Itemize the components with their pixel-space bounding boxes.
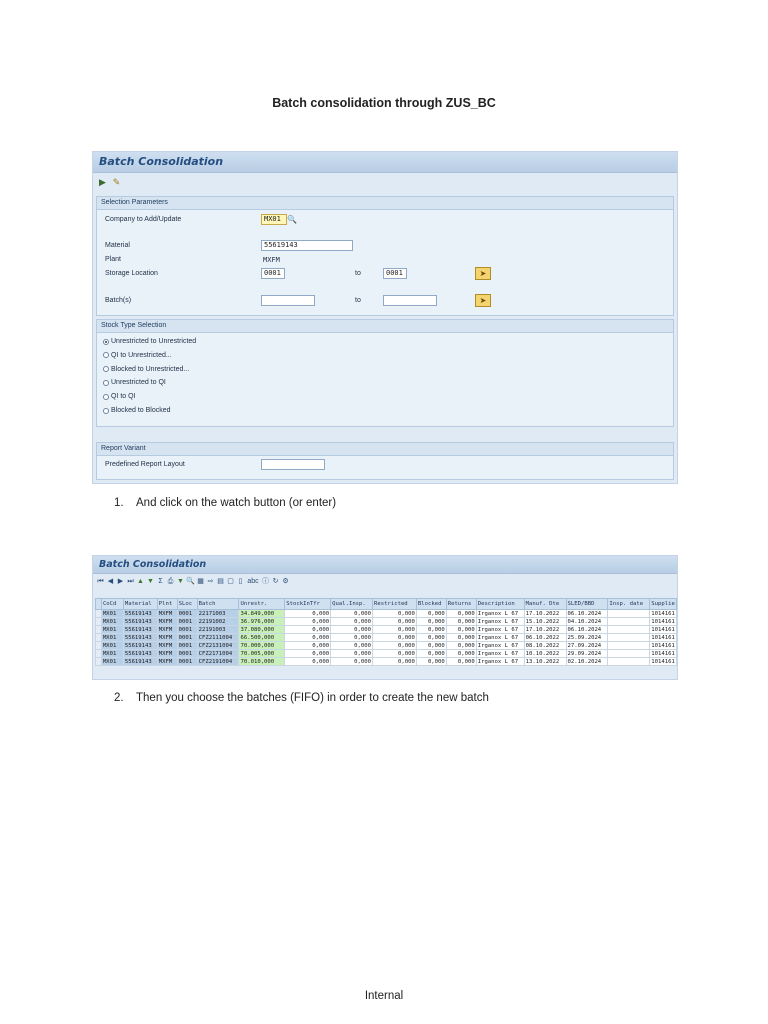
radio-label: Unrestricted to Unrestricted [111, 338, 197, 345]
table-cell [608, 618, 650, 626]
document-title: Batch consolidation through ZUS_BC [272, 96, 496, 110]
table-cell: 0,000 [373, 642, 417, 650]
material-label: Material [105, 242, 130, 249]
radio-button[interactable] [103, 380, 109, 386]
batch-table [95, 598, 677, 666]
table-cell: 55619143 [123, 634, 157, 642]
table-cell [608, 634, 650, 642]
table-cell: 06.10.2022 [524, 634, 566, 642]
step-number: 1. [114, 497, 124, 509]
table-cell: 70.010,000 [239, 658, 285, 666]
application-toolbar [93, 173, 677, 191]
layout-input[interactable] [261, 459, 325, 470]
table-cell: 37.080,000 [239, 626, 285, 634]
table-cell: 70.005,000 [239, 650, 285, 658]
export-icon[interactable]: ⇨ [207, 577, 214, 585]
column-header[interactable]: Supplie [650, 599, 677, 610]
table-cell: 0001 [177, 650, 197, 658]
table-cell: CFZ2131004 [197, 642, 239, 650]
table-cell: 0,000 [446, 634, 476, 642]
table-cell: 34.849,000 [239, 610, 285, 618]
plant-value: MXFM [263, 256, 280, 264]
table-cell: 0,000 [373, 618, 417, 626]
execute-icon[interactable]: ▶ [99, 176, 106, 187]
batch-to-input[interactable] [383, 295, 437, 306]
table-cell: 36.976,000 [239, 618, 285, 626]
table-cell: 0,000 [285, 618, 331, 626]
table-cell: 66.500,000 [239, 634, 285, 642]
step-text: Then you choose the batches (FIFO) in order to create the new batch [136, 692, 489, 704]
table-cell: 15.10.2022 [524, 618, 566, 626]
table-cell: 17.10.2022 [524, 610, 566, 618]
step-1 [114, 497, 336, 509]
first-page-icon[interactable]: ⏮ [97, 577, 104, 585]
table-cell: 70.000,000 [239, 642, 285, 650]
table-cell: MX01 [101, 626, 123, 634]
table-cell: MXFM [157, 618, 177, 626]
batch-from-input[interactable] [261, 295, 315, 306]
table-cell: 0,000 [446, 610, 476, 618]
table-cell: 0,000 [285, 650, 331, 658]
table-cell: MXFM [157, 658, 177, 666]
table-row[interactable] [96, 626, 677, 634]
radio-label: Unrestricted to QI [111, 379, 166, 387]
column-header[interactable]: Material [123, 599, 157, 610]
table-cell: 02.10.2024 [566, 658, 608, 666]
table-row[interactable] [96, 650, 677, 658]
radio-button[interactable] [103, 408, 109, 414]
radio-button[interactable] [103, 394, 109, 400]
stock-type-option[interactable] [103, 393, 136, 400]
batch-to-label: to [355, 297, 361, 304]
table-cell: 10.10.2022 [524, 650, 566, 658]
sort-descending-icon[interactable]: ▼ [177, 577, 184, 585]
last-page-icon[interactable]: ⏭ [127, 577, 134, 585]
table-cell: 0,000 [373, 626, 417, 634]
table-cell: MX01 [101, 634, 123, 642]
filter-icon[interactable]: ▼ [147, 577, 154, 585]
company-label: Company to Add/Update [105, 216, 182, 223]
sum-icon[interactable]: Σ [158, 577, 163, 585]
table-cell: 0001 [177, 658, 197, 666]
table-row[interactable] [96, 634, 677, 642]
table-cell: MX01 [101, 658, 123, 666]
table-cell: 0001 [177, 634, 197, 642]
step-text: And click on the watch button (or enter) [136, 497, 337, 509]
table-cell: Irganox L 67 [476, 634, 524, 642]
table-cell: 0,000 [331, 658, 373, 666]
table-cell: MXFM [157, 634, 177, 642]
step-number: 2. [114, 692, 124, 704]
storage-to-label: to [355, 270, 361, 277]
search-help-icon[interactable]: 🔍 [287, 215, 297, 224]
variant-icon[interactable]: ✎ [112, 176, 121, 187]
storage-from-input[interactable]: 0001 [261, 268, 285, 279]
column-header[interactable]: Qual.Insp. [331, 599, 373, 610]
table-cell: 0,000 [416, 610, 446, 618]
graphic-icon[interactable]: ▯ [238, 577, 243, 585]
table-cell: MXFM [157, 642, 177, 650]
table-cell: 0,000 [331, 634, 373, 642]
table-cell: 55619143 [123, 642, 157, 650]
word-icon[interactable]: ▢ [227, 577, 234, 585]
table-cell: 1014161 [651, 618, 675, 625]
storage-to-input[interactable]: 0001 [383, 268, 407, 279]
table-cell: 0,000 [416, 642, 446, 650]
table-cell: Irganox L 67 [476, 650, 524, 658]
company-input[interactable]: MX01 [261, 214, 287, 225]
table-cell: 0,000 [416, 658, 446, 666]
column-header[interactable]: SLoc [177, 599, 197, 610]
plant-label: Plant [105, 256, 121, 263]
table-cell: 0,000 [331, 618, 373, 626]
table-cell: 0,000 [285, 634, 331, 642]
group-title: Stock Type Selection [97, 320, 673, 333]
storage-location-label: Storage Location [105, 270, 158, 277]
radio-label: QI to QI [111, 393, 136, 401]
table-cell: 06.10.2024 [566, 610, 608, 618]
table-cell: 0,000 [285, 658, 331, 666]
table-cell: 55619143 [123, 650, 157, 658]
material-input[interactable]: 55619143 [261, 240, 353, 251]
selection-screen [92, 151, 678, 484]
table-row[interactable] [96, 618, 677, 626]
table-cell: 17.10.2022 [524, 626, 566, 634]
column-header[interactable]: Batch [197, 599, 239, 610]
previous-page-icon[interactable]: ◀ [107, 577, 114, 585]
radio-button[interactable] [103, 366, 109, 372]
table-cell [608, 658, 650, 666]
layout-label: Predefined Report Layout [105, 461, 185, 468]
table-cell: 0001 [177, 642, 197, 650]
info-icon[interactable]: ⓘ [262, 577, 269, 585]
table-cell: MX01 [101, 610, 123, 618]
table-cell [608, 610, 650, 618]
stock-type-option[interactable] [103, 338, 196, 345]
layout-icon[interactable]: ▦ [197, 577, 204, 585]
stock-type-option[interactable] [103, 379, 166, 386]
print-icon[interactable]: ⎙ [167, 577, 174, 585]
refresh-icon[interactable]: ↻ [272, 577, 279, 585]
table-cell: CFZ2111004 [197, 634, 239, 642]
table-cell: 0,000 [331, 610, 373, 618]
table-cell: MXFM [157, 610, 177, 618]
table-cell: 27.09.2024 [566, 642, 608, 650]
column-header[interactable]: StockInTfr [285, 599, 331, 610]
sort-ascending-icon[interactable]: ▲ [137, 577, 144, 585]
table-cell: 0,000 [285, 610, 331, 618]
group-title: Selection Parameters [97, 197, 673, 210]
table-cell: 55619143 [123, 618, 157, 626]
radio-button[interactable] [103, 339, 109, 345]
column-header[interactable]: Description [476, 599, 524, 610]
spreadsheet-icon[interactable]: ▤ [217, 577, 224, 585]
table-cell: CFZ2171004 [197, 650, 239, 658]
table-cell: MX01 [101, 642, 123, 650]
table-cell: 1014161 [651, 658, 675, 665]
batch-label: Batch(s) [105, 297, 132, 304]
column-header[interactable]: SLED/BBD [566, 599, 608, 610]
table-cell: 0,000 [373, 650, 417, 658]
table-cell: 0,000 [446, 642, 476, 650]
table-cell: 22191002 [197, 618, 239, 626]
table-cell: 0,000 [331, 650, 373, 658]
table-cell: 06.10.2024 [566, 626, 608, 634]
table-cell: 1014161 [651, 650, 675, 657]
column-header[interactable]: Blocked [416, 599, 446, 610]
column-header[interactable]: Insp. date [608, 599, 650, 610]
table-cell: 0,000 [331, 626, 373, 634]
table-cell: 1014161 [651, 634, 675, 641]
table-cell: Irganox L 67 [476, 626, 524, 634]
table-cell: MXFM [157, 626, 177, 634]
table-cell: 0,000 [373, 610, 417, 618]
table-cell: 13.10.2022 [524, 658, 566, 666]
table-cell: 0,000 [373, 634, 417, 642]
next-page-icon[interactable]: ▶ [117, 577, 124, 585]
table-cell: 55619143 [123, 610, 157, 618]
stock-type-group [96, 319, 674, 427]
alv-toolbar [93, 574, 677, 589]
result-screen [92, 555, 678, 680]
table-row[interactable] [96, 658, 677, 666]
radio-label: Blocked to Blocked [111, 407, 171, 414]
report-variant-group [96, 442, 674, 480]
table-cell: CFZ2191004 [197, 658, 239, 666]
table-cell: Irganox L 67 [476, 618, 524, 626]
table-cell: 0,000 [285, 626, 331, 634]
table-cell: 22191003 [197, 626, 239, 634]
table-cell: 0,000 [331, 642, 373, 650]
column-header[interactable]: Restricted [373, 599, 417, 610]
column-header[interactable]: Returns [446, 599, 476, 610]
table-row[interactable] [96, 610, 677, 618]
table-cell: 0,000 [373, 658, 417, 666]
abc-icon[interactable]: abc [247, 577, 259, 585]
step-2 [114, 692, 489, 704]
table-cell [608, 642, 650, 650]
selection-parameters-group [96, 196, 674, 316]
column-header[interactable]: Manuf. Dte [524, 599, 566, 610]
table-cell: 0,000 [285, 642, 331, 650]
table-cell: 0,000 [446, 618, 476, 626]
screen-title: Batch Consolidation [93, 556, 677, 574]
radio-label: Blocked to Unrestricted... [111, 365, 190, 373]
table-cell: 0,000 [416, 634, 446, 642]
table-cell: 0,000 [416, 650, 446, 658]
settings-icon[interactable]: ⚙ [282, 577, 289, 585]
table-cell: 22171003 [197, 610, 239, 618]
column-header[interactable]: Unrestr. [239, 599, 285, 610]
table-cell: 0,000 [446, 658, 476, 666]
table-cell: 0,000 [446, 626, 476, 634]
table-cell [608, 626, 650, 634]
table-cell: 08.10.2022 [524, 642, 566, 650]
table-cell: MXFM [157, 650, 177, 658]
table-cell: 1014161 [651, 610, 675, 617]
stock-type-option[interactable] [103, 352, 172, 359]
table-cell: 29.09.2024 [566, 650, 608, 658]
find-icon[interactable]: 🔍 [186, 577, 195, 585]
radio-label: QI to Unrestricted... [111, 351, 172, 359]
stock-type-option[interactable] [103, 366, 189, 373]
table-cell: 04.10.2024 [566, 618, 608, 626]
table-cell: 0,000 [416, 626, 446, 634]
column-header[interactable]: Plnt [157, 599, 177, 610]
table-cell: MX01 [101, 650, 123, 658]
table-cell: Irganox L 67 [476, 658, 524, 666]
table-cell: 1014161 [651, 626, 675, 633]
table-row[interactable] [96, 642, 677, 650]
table-cell: 0001 [177, 610, 197, 618]
table-cell: Irganox L 67 [476, 642, 524, 650]
table-cell: 0,000 [416, 618, 446, 626]
table-cell: 0,000 [446, 650, 476, 658]
multiple-selection-icon[interactable]: ➤ [475, 294, 491, 307]
table-cell: 1014161 [651, 642, 675, 649]
multiple-selection-icon[interactable]: ➤ [475, 267, 491, 280]
table-cell: Irganox L 67 [476, 610, 524, 618]
table-cell: MX01 [101, 618, 123, 626]
table-cell: 0001 [177, 618, 197, 626]
table-cell: 55619143 [123, 626, 157, 634]
table-cell: 25.09.2024 [566, 634, 608, 642]
table-cell: 55619143 [123, 658, 157, 666]
table-cell [608, 650, 650, 658]
table-cell: 0001 [177, 626, 197, 634]
stock-type-option[interactable] [103, 407, 171, 414]
group-title: Report Variant [97, 443, 673, 456]
column-header[interactable]: CoCd [101, 599, 123, 610]
screen-title: Batch Consolidation [93, 152, 677, 173]
footer-label: Internal [364, 990, 404, 1002]
radio-button[interactable] [103, 352, 109, 358]
